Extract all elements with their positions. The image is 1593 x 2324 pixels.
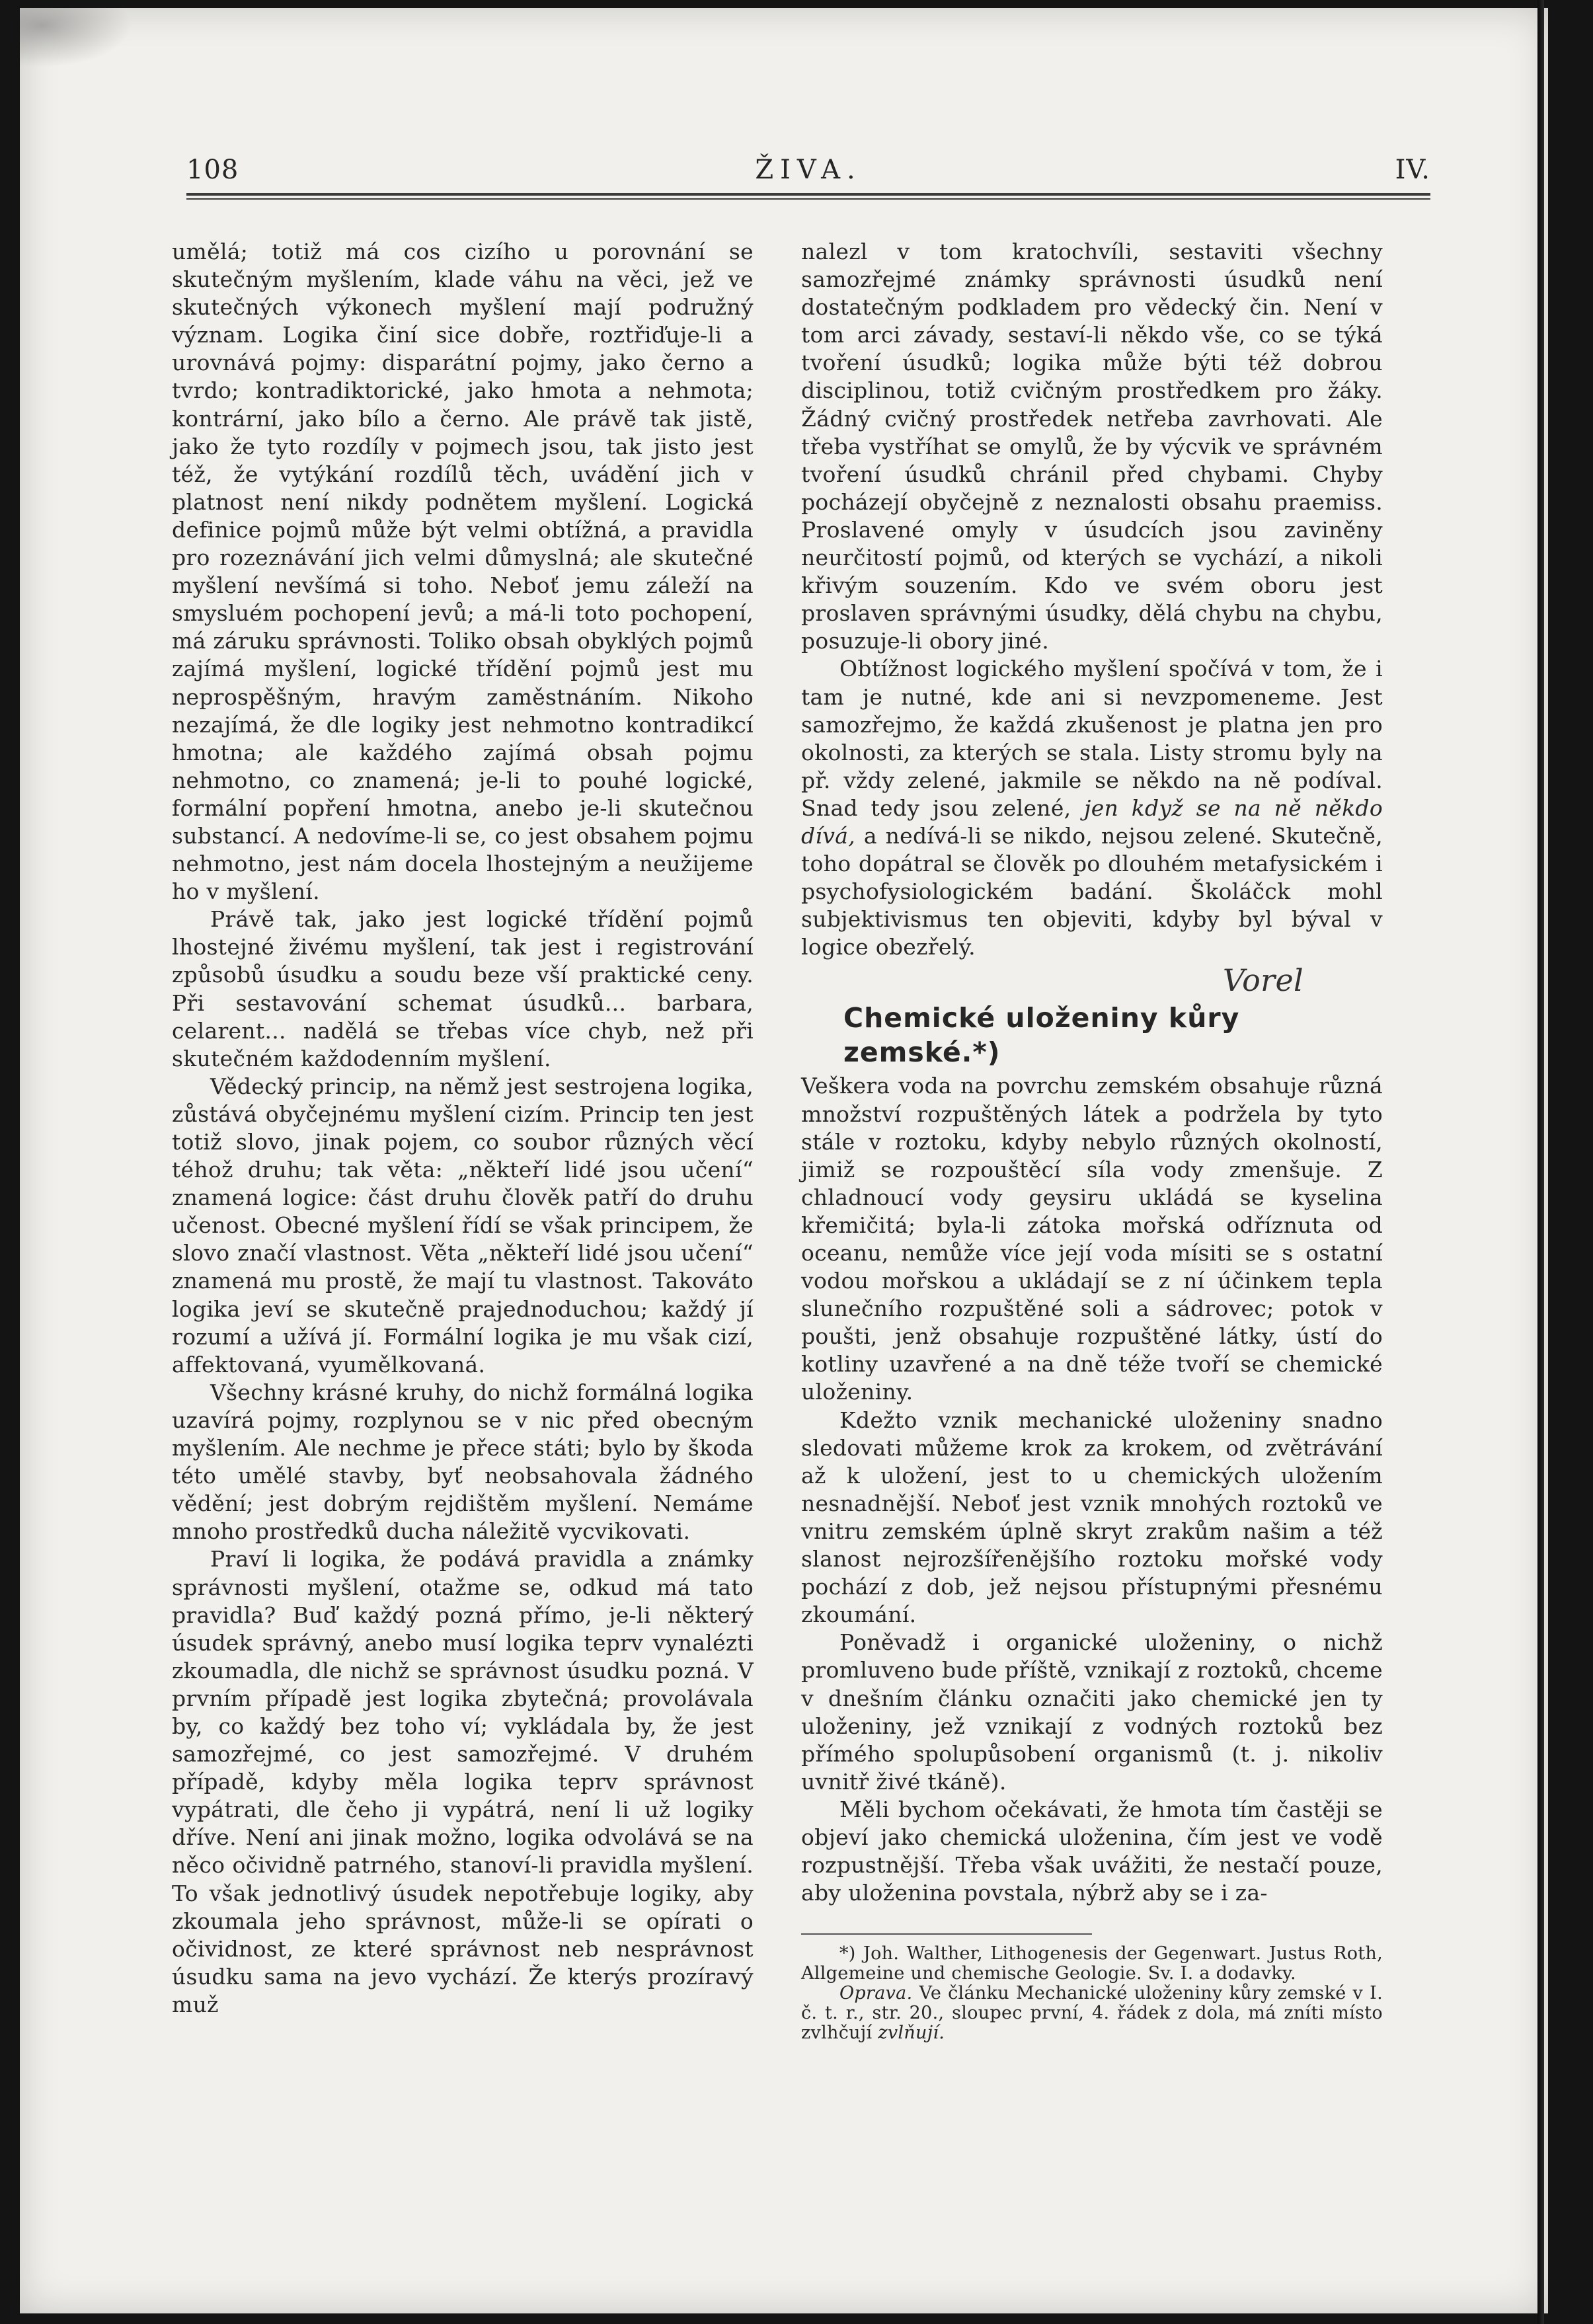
italic-emphasis: jen když se na ně někdo dívá, bbox=[801, 794, 1383, 849]
paragraph: Měli bychom očekávati, že hmota tím častěji se objeví jako chemická uloženina, čím jest ve vodě rozpustnější. Třeba však uvážiti, že nestačí pouze, aby uloženina povstala, nýbrž aby se i za- bbox=[801, 1796, 1383, 1906]
running-header bbox=[186, 155, 1430, 192]
paragraph-obtiznost bbox=[801, 655, 1383, 961]
erratum-label: Oprava. bbox=[839, 1983, 913, 2004]
author-signature: Vorel bbox=[1222, 962, 1303, 999]
paragraph: Kdežto vznik mechanické uloženiny snadno sledovati můžeme krok za krokem, od zvětrávání až k uložení, jest to u chemických uložením nesnadnější. Neboť jest vznik mnohých roztoků ve vnitru zemském úplně skryt zrakům našim a též slanost nejrozšířenějšího roztoku mořské vody pochází z dob, jež nejsou přístupnými přesnému zkoumání. bbox=[801, 1407, 1383, 1628]
text-run: a nedívá-li se nikdo, nejsou zelené. Skutečně, toho dopátral se člověk po dlouhém metafysickém i psychofysiologickém badání. Školáčck mohl subjektivismus ten objeviti, kdyby byl býval v logice obezřelý. bbox=[801, 822, 1383, 960]
page-number: 108 bbox=[186, 155, 239, 185]
corner-scuff bbox=[20, 8, 132, 67]
paragraph: Vědecký princip, na němž jest sestrojena logika, zůstává obyčejnému myšlení cizím. Princip ten jest totiž slovo, jinak pojem, co soubor různých věcí téhož druhu; tak věta: „někteří lidé jsou učení“ znamená logice: část druhu člověk patří do druhu učenost. Obecné myšlení řídí se však principem, že slovo značí vlastnost. Věta „někteří lidé jsou učení“ znamená mu prostě, že mají tu vlastnost. Takováto logika jeví se skutečně prajednoduchou; každý jí rozumí a užívá jí. Formální logika je mu však cizí, affektovaná, vyumělkovaná. bbox=[172, 1073, 754, 1377]
footnote-rule bbox=[801, 1933, 1092, 1935]
paragraph: Všechny krásné kruhy, do nichž formálná logika uzavírá pojmy, rozplynou se v nic před obecným myšlením. Ale nechme je přece státi; bylo by škoda této umělé stavby, byť neobsahovala žádného vědění; jest dobrým rejdištěm myšlení. Nemáme mnoho prostředků ducha náležitě vycvikovati. bbox=[172, 1379, 754, 1545]
right-column bbox=[801, 238, 1383, 2043]
paragraph: umělá; totiž má cos cizího u porovnání se skutečným myšlením, klade váhu na věci, jež ve skutečných výkonech myšlení mají podružný význam. Logika činí sice dobře, roztřiďuje-li a urovnává pojmy: disparátní pojmy, jako černo a tvrdo; kontradiktorické, jako hmota a nehmota; kontrární, jako bílo a černo. Ale právě tak jistě, jako že tyto rozdíly v pojmech jsou, tak jisto jest též, že vytýkání rozdílů těch, uvádění jich v platnost není nikdy podnětem myšlení. Logická definice pojmů může být velmi obtížná, a pravidla pro rozeznávání jich velmi důmyslná; ale skutečné myšlení nevšímá si toho. Neboť jemu záleží na smysluém pochopení jevů; a má-li toto pochopení, má záruku správnosti. Toliko obsah obyklých pojmů zajímá myšlení, logické třídění pojmů jest mu neprospěšným, hravým zaměstnáním. Nikoho nezajímá, že dle logiky jest nehmotno kontradikcí hmotna; ale každého zajímá obsah pojmu nehmotno, co znamená; je-li to pouhé logické, formální popření hmotna, anebo je-li skutečnou substancí. A nedovíme-li se, co jest obsahem pojmu nehmotno, jest nám docela lhostejným a neužijeme ho v myšlení. bbox=[172, 239, 754, 905]
footnote: *) Joh. Walther, Lithogenesis der Gegenwart. Justus Roth, Allgemeine und chemische Geologie. Sv. I. a dodavky. bbox=[801, 1943, 1383, 1984]
section-title: Chemické uloženiny kůry zemské.*) bbox=[843, 1002, 1240, 1069]
header-rule bbox=[186, 193, 1430, 196]
volume-number: IV. bbox=[1395, 155, 1430, 185]
paragraph: Praví li logika, že podává pravidla a známky správnosti myšlení, otažme se, odkud má tato pravidla? Buď každý pozná přímo, je-li některý úsudek správný, anebo musí logika teprv vynalézti zkoumadla, dle nichž se správnost úsudku pozná. V prvním případě jest logika zbytečná; provolávala by, co každý bez toho ví; vykládala by, že jest samozřejmé, co jest samozřejmé. V druhém případě, kdyby měla logika teprv správnost vypátrati, dle čeho ji vypátrá, není li už logiky dříve. Není ani jinak možno, logika odvolává se na něco očividně patrného, stanoví-li pravidla myšlení. To však jednotlivý úsudek nepotřebuje logiky, aby zkoumala jeho správnost, může-li se opírati o očividnost, ze které správnost neb nesprávnost úsudku sama na jevo vychází. Že kterýs prozíravý muž bbox=[172, 1546, 754, 2017]
paragraph: Poněvadž i organické uloženiny, o nichž promluveno bude příště, vznikají z roztoků, chceme v dnešním článku označiti jako chemické jen ty uloženiny, jež vznikají z vodných roztoků bez přímého spolupůsobení organismů (t. j. nikoliv uvnitř živé tkáně). bbox=[801, 1629, 1383, 1795]
left-column bbox=[172, 238, 754, 2019]
paragraph: nalezl v tom kratochvíli, sestaviti všechny samozřejmé známky správnosti úsudků není dostatečným podkladem pro vědecký čin. Není v tom arci závady, sestaví-li někdo vše, co se týká tvoření úsudků; logika může býti též dobrou disciplinou, totiž cvičným prostředkem pro žáky. Žádný cvičný prostředek netřeba zavrhovati. Ale třeba vystříhat se omylů, že by výcvik ve správném tvoření úsudků chránil před chybami. Chyby pocházejí obyčejně z neznalosti obsahu praemiss. Proslavené omyly v úsudcích jsou zaviněny neurčitostí pojmů, od kterých se vychází, a nikoli křivým souzením. Kdo ve svém oboru jest proslaven správnými úsudky, dělá chybu na chybu, posuzuje-li obory jiné. bbox=[801, 239, 1383, 654]
page-edge-shadow bbox=[1537, 0, 1544, 2324]
journal-title: ŽIVA. bbox=[755, 155, 862, 185]
paragraph: Právě tak, jako jest logické třídění pojmů lhostejné živému myšlení, tak jest i registrování způsobů úsudku a soudu beze vší praktické ceny. Při sestavování schemat úsudků... barbara, celarent... nadělá se třebas více chyb, než při skutečném každodenním myšlení. bbox=[172, 906, 754, 1071]
erratum-text: Ve článku Mechanické uloženiny kůry zemské v I. č. t. r., str. 20., sloupec první, 4. řádek z dola, má zníti místo zvlhčují bbox=[801, 1983, 1383, 2044]
erratum bbox=[801, 1984, 1383, 2043]
paragraph: Veškera voda na povrchu zemském obsahuje různá množství rozpuštěných látek a podržela by tyto stále v roztoku, kdyby nebylo různých okolností, jimiž se rozpouštěcí síla vody zmenšuje. Z chladnoucí vody geysiru ukládá se kyselina křemičitá; byla-li zátoka mořská odříznuta od oceanu, nemůže více její voda mísiti se s ostatní vodou mořskou a ukládají se z ní účinkem tepla slunečního rozpuštěné soli a sádrovec; potok v poušti, jenž obsahuje rozpuštěné látky, ústí do kotliny uzavřené a na dně téže tvoří se chemické uloženiny. bbox=[801, 1073, 1383, 1405]
erratum-word: zvlňují. bbox=[878, 2023, 945, 2044]
header-rule-thin bbox=[186, 198, 1430, 200]
text-run: Obtížnost logického myšlení spočívá v tom, že i tam je nutné, kde ani si nevzpomeneme. Jest samozřejmo, že každá zkušenost je platna jen pro okolnosti, za kterých se stala. Listy stromu byly na př. vždy zelené, jakmile se někdo na ně podíval. Snad tedy jsou zelené, bbox=[801, 656, 1383, 821]
